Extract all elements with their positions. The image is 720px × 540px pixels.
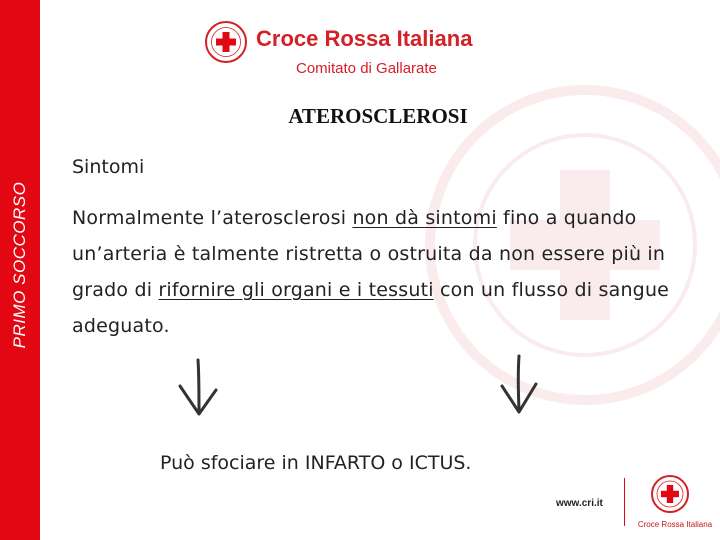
section-heading: Sintomi (72, 156, 145, 178)
header (204, 20, 534, 84)
paragraph-text: fino a quando un’arteria è talmente ristretta o ostruita da non essere più in grado di (72, 207, 666, 301)
paragraph-text: con un flusso di sangue adeguato. (72, 279, 670, 337)
organization-name: Croce Rossa Italiana (256, 26, 473, 51)
committee-name: Comitato di Gallarate (296, 60, 437, 77)
footer-url-link[interactable]: www.cri.it (556, 498, 603, 509)
down-arrow-icon (496, 352, 542, 418)
body-paragraph (72, 200, 692, 344)
down-arrow-icon (176, 356, 222, 422)
footer-divider (624, 478, 625, 526)
paragraph-text: Normalmente l’aterosclerosi (72, 207, 353, 229)
red-cross-emblem-icon (204, 20, 248, 64)
side-band (0, 0, 40, 540)
red-cross-emblem-icon (650, 474, 690, 514)
footer-organization-name: Croce Rossa Italiana (637, 520, 713, 529)
conclusion-text: Può sfociare in INFARTO o ICTUS. (160, 452, 472, 474)
link-supply-organs[interactable]: rifornire gli organi e i tessuti (158, 279, 434, 301)
link-no-symptoms[interactable]: non dà sintomi (352, 207, 497, 229)
sidebar-label: PRIMO SOCCORSO (10, 181, 29, 349)
slide-title: ATEROSCLEROSI (288, 104, 468, 128)
